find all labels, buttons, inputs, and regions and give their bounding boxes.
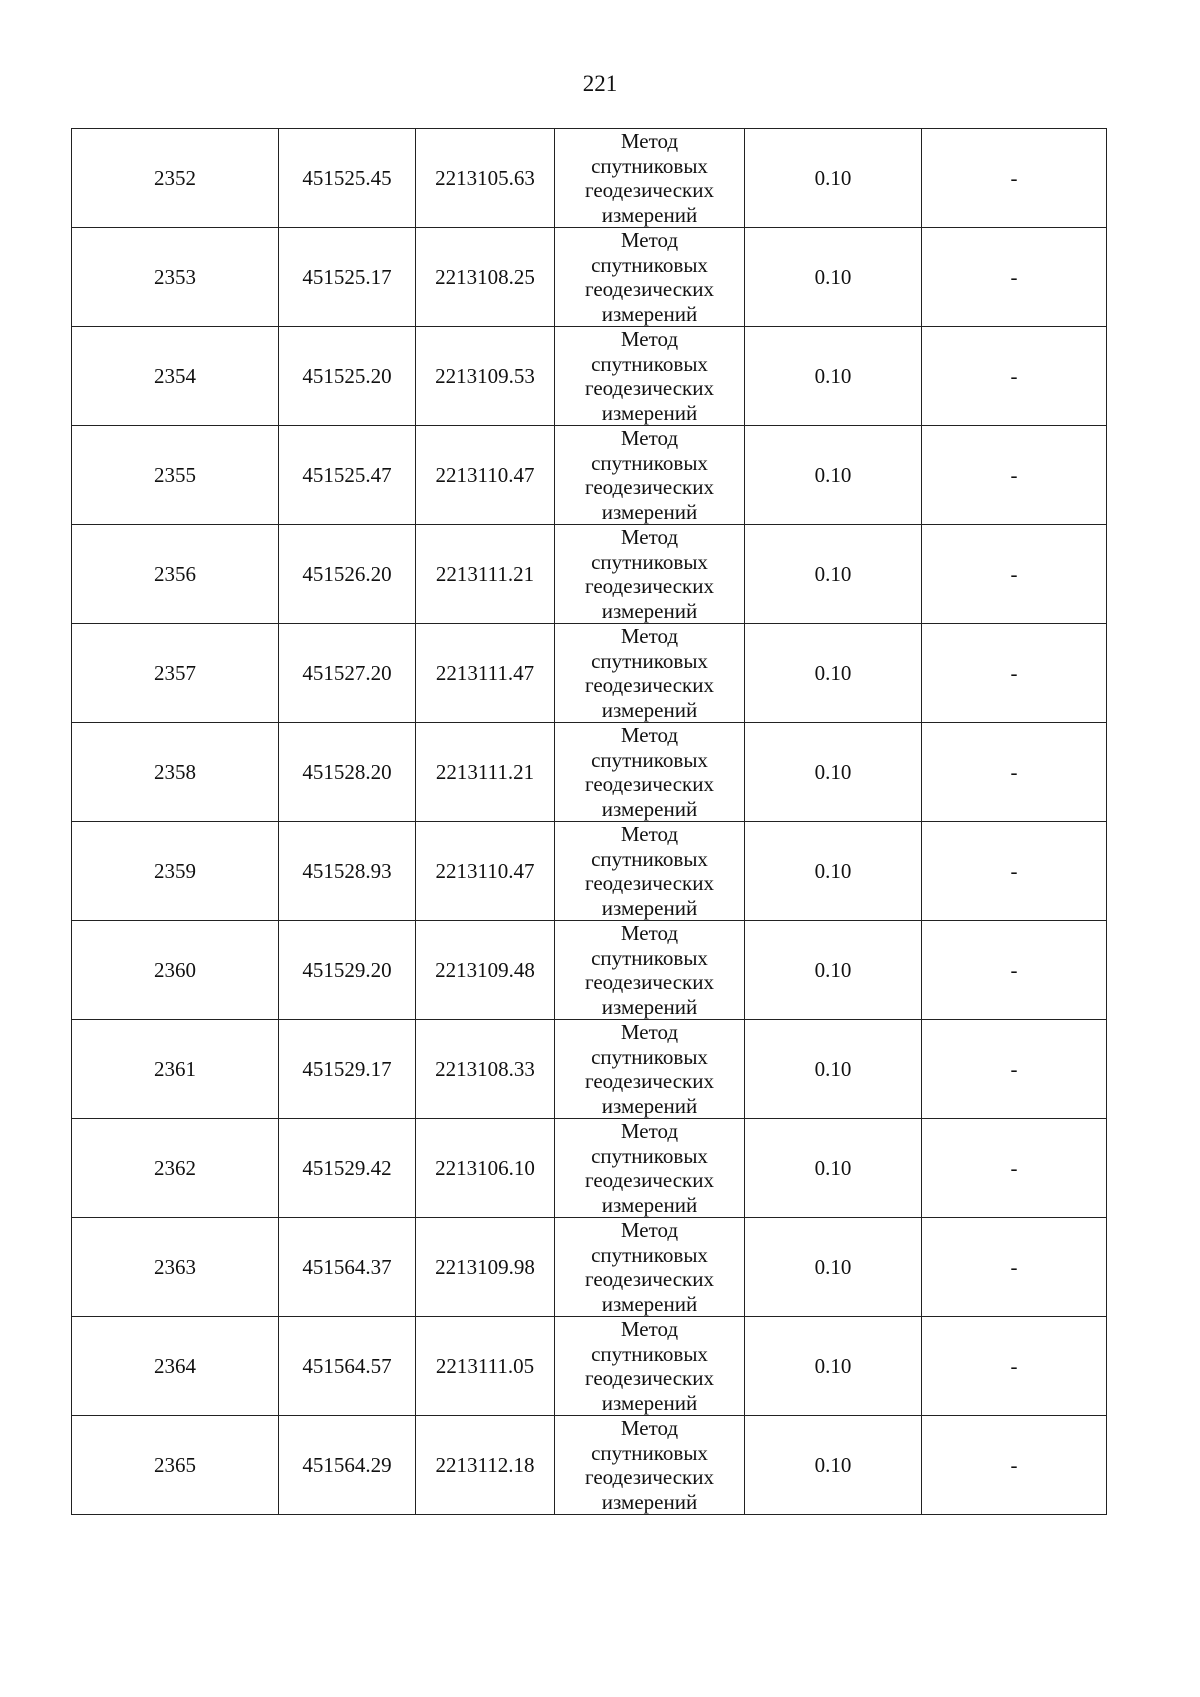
y-coordinate-cell: 2213106.10 <box>416 1119 555 1218</box>
method-line: геодезических <box>584 1267 714 1291</box>
x-coordinate-cell: 451529.20 <box>279 921 416 1020</box>
table-row <box>72 1020 1107 1119</box>
table-row <box>72 1119 1107 1218</box>
note-cell: - <box>922 1416 1107 1515</box>
method-line: измерений <box>601 1192 698 1217</box>
note-cell: - <box>922 228 1107 327</box>
method-line: Метод <box>620 1317 679 1341</box>
method-line: спутниковых <box>591 1341 708 1366</box>
method-line: геодезических <box>584 277 714 301</box>
point-number-cell: 2364 <box>72 1317 279 1416</box>
y-coordinate-cell: 2213111.05 <box>416 1317 555 1416</box>
method-line: Метод <box>620 228 679 252</box>
accuracy-cell: 0.10 <box>745 228 922 327</box>
x-coordinate-cell: 451525.45 <box>279 129 416 228</box>
point-number-cell: 2353 <box>72 228 279 327</box>
page-number: 221 <box>582 71 618 96</box>
method-line: Метод <box>620 624 679 648</box>
accuracy-cell: 0.10 <box>745 1317 922 1416</box>
note-cell: - <box>922 525 1107 624</box>
method-line: геодезических <box>584 376 714 400</box>
accuracy-cell: 0.10 <box>745 822 922 921</box>
note-cell: - <box>922 129 1107 228</box>
coordinates-table <box>71 128 1107 1515</box>
table-row <box>72 624 1107 723</box>
point-number-cell: 2365 <box>72 1416 279 1515</box>
method-cell <box>555 1119 745 1218</box>
method-line: спутниковых <box>591 351 708 376</box>
method-cell <box>555 129 745 228</box>
method-line: спутниковых <box>591 648 708 673</box>
y-coordinate-cell: 2213109.48 <box>416 921 555 1020</box>
method-line: спутниковых <box>591 846 708 871</box>
accuracy-cell: 0.10 <box>745 723 922 822</box>
method-line: Метод <box>620 327 679 351</box>
method-line: Метод <box>620 723 679 747</box>
y-coordinate-cell: 2213109.98 <box>416 1218 555 1317</box>
note-cell: - <box>922 1119 1107 1218</box>
x-coordinate-cell: 451529.17 <box>279 1020 416 1119</box>
point-number-cell: 2362 <box>72 1119 279 1218</box>
table-row <box>72 1317 1107 1416</box>
method-line: измерений <box>601 1489 698 1514</box>
method-line: спутниковых <box>591 1044 708 1069</box>
point-number-cell: 2363 <box>72 1218 279 1317</box>
method-cell <box>555 426 745 525</box>
y-coordinate-cell: 2213110.47 <box>416 822 555 921</box>
accuracy-cell: 0.10 <box>745 327 922 426</box>
y-coordinate-cell: 2213105.63 <box>416 129 555 228</box>
method-line: геодезических <box>584 475 714 499</box>
method-line: геодезических <box>584 871 714 895</box>
accuracy-cell: 0.10 <box>745 624 922 723</box>
method-line: спутниковых <box>591 1440 708 1465</box>
method-line: спутниковых <box>591 1143 708 1168</box>
method-line: Метод <box>620 426 679 450</box>
method-line: Метод <box>620 1218 679 1242</box>
y-coordinate-cell: 2213111.47 <box>416 624 555 723</box>
y-coordinate-cell: 2213110.47 <box>416 426 555 525</box>
note-cell: - <box>922 723 1107 822</box>
method-cell <box>555 327 745 426</box>
method-cell <box>555 1416 745 1515</box>
method-line: геодезических <box>584 1366 714 1390</box>
method-line: Метод <box>620 1119 679 1143</box>
accuracy-cell: 0.10 <box>745 1218 922 1317</box>
table-row <box>72 525 1107 624</box>
point-number-cell: 2352 <box>72 129 279 228</box>
point-number-cell: 2359 <box>72 822 279 921</box>
table-row <box>72 1218 1107 1317</box>
x-coordinate-cell: 451529.42 <box>279 1119 416 1218</box>
method-line: спутниковых <box>591 153 708 178</box>
note-cell: - <box>922 327 1107 426</box>
accuracy-cell: 0.10 <box>745 525 922 624</box>
method-line: геодезических <box>584 178 714 202</box>
method-line: измерений <box>601 796 698 821</box>
method-line: Метод <box>620 129 679 153</box>
accuracy-cell: 0.10 <box>745 1416 922 1515</box>
x-coordinate-cell: 451525.17 <box>279 228 416 327</box>
note-cell: - <box>922 822 1107 921</box>
note-cell: - <box>922 921 1107 1020</box>
note-cell: - <box>922 426 1107 525</box>
method-line: измерений <box>601 301 698 326</box>
y-coordinate-cell: 2213108.25 <box>416 228 555 327</box>
method-line: измерений <box>601 1390 698 1415</box>
table-row <box>72 723 1107 822</box>
x-coordinate-cell: 451528.20 <box>279 723 416 822</box>
point-number-cell: 2357 <box>72 624 279 723</box>
table-row <box>72 327 1107 426</box>
accuracy-cell: 0.10 <box>745 426 922 525</box>
x-coordinate-cell: 451526.20 <box>279 525 416 624</box>
method-line: измерений <box>601 994 698 1019</box>
y-coordinate-cell: 2213111.21 <box>416 723 555 822</box>
y-coordinate-cell: 2213109.53 <box>416 327 555 426</box>
method-cell <box>555 822 745 921</box>
method-cell <box>555 1218 745 1317</box>
note-cell: - <box>922 1020 1107 1119</box>
x-coordinate-cell: 451528.93 <box>279 822 416 921</box>
accuracy-cell: 0.10 <box>745 921 922 1020</box>
x-coordinate-cell: 451564.29 <box>279 1416 416 1515</box>
method-line: спутниковых <box>591 549 708 574</box>
method-cell <box>555 624 745 723</box>
method-line: измерений <box>601 400 698 425</box>
table-row <box>72 228 1107 327</box>
x-coordinate-cell: 451564.37 <box>279 1218 416 1317</box>
accuracy-cell: 0.10 <box>745 1020 922 1119</box>
note-cell: - <box>922 1317 1107 1416</box>
method-line: геодезических <box>584 1069 714 1093</box>
method-line: спутниковых <box>591 747 708 772</box>
method-line: геодезических <box>584 1465 714 1489</box>
method-line: измерений <box>601 202 698 227</box>
x-coordinate-cell: 451527.20 <box>279 624 416 723</box>
method-line: Метод <box>620 1416 679 1440</box>
method-line: Метод <box>620 921 679 945</box>
table-row <box>72 822 1107 921</box>
method-cell <box>555 1317 745 1416</box>
table-row <box>72 921 1107 1020</box>
y-coordinate-cell: 2213111.21 <box>416 525 555 624</box>
point-number-cell: 2355 <box>72 426 279 525</box>
x-coordinate-cell: 451525.20 <box>279 327 416 426</box>
coordinates-table-body <box>72 129 1107 1515</box>
method-line: измерений <box>601 697 698 722</box>
method-line: Метод <box>620 822 679 846</box>
method-line: Метод <box>620 525 679 549</box>
method-line: измерений <box>601 598 698 623</box>
point-number-cell: 2360 <box>72 921 279 1020</box>
method-line: спутниковых <box>591 252 708 277</box>
method-line: Метод <box>620 1020 679 1044</box>
note-cell: - <box>922 1218 1107 1317</box>
method-line: измерений <box>601 895 698 920</box>
method-line: геодезических <box>584 970 714 994</box>
table-row <box>72 426 1107 525</box>
accuracy-cell: 0.10 <box>745 1119 922 1218</box>
method-cell <box>555 723 745 822</box>
accuracy-cell: 0.10 <box>745 129 922 228</box>
table-row <box>72 1416 1107 1515</box>
point-number-cell: 2358 <box>72 723 279 822</box>
x-coordinate-cell: 451525.47 <box>279 426 416 525</box>
point-number-cell: 2354 <box>72 327 279 426</box>
y-coordinate-cell: 2213108.33 <box>416 1020 555 1119</box>
method-line: геодезических <box>584 772 714 796</box>
point-number-cell: 2356 <box>72 525 279 624</box>
method-line: спутниковых <box>591 945 708 970</box>
method-line: измерений <box>601 1291 698 1316</box>
point-number-cell: 2361 <box>72 1020 279 1119</box>
method-line: геодезических <box>584 1168 714 1192</box>
table-row <box>72 129 1107 228</box>
method-cell <box>555 921 745 1020</box>
method-line: геодезических <box>584 574 714 598</box>
note-cell: - <box>922 624 1107 723</box>
x-coordinate-cell: 451564.57 <box>279 1317 416 1416</box>
method-cell <box>555 525 745 624</box>
method-cell <box>555 228 745 327</box>
method-cell <box>555 1020 745 1119</box>
method-line: измерений <box>601 1093 698 1118</box>
y-coordinate-cell: 2213112.18 <box>416 1416 555 1515</box>
method-line: спутниковых <box>591 1242 708 1267</box>
method-line: геодезических <box>584 673 714 697</box>
method-line: измерений <box>601 499 698 524</box>
method-line: спутниковых <box>591 450 708 475</box>
